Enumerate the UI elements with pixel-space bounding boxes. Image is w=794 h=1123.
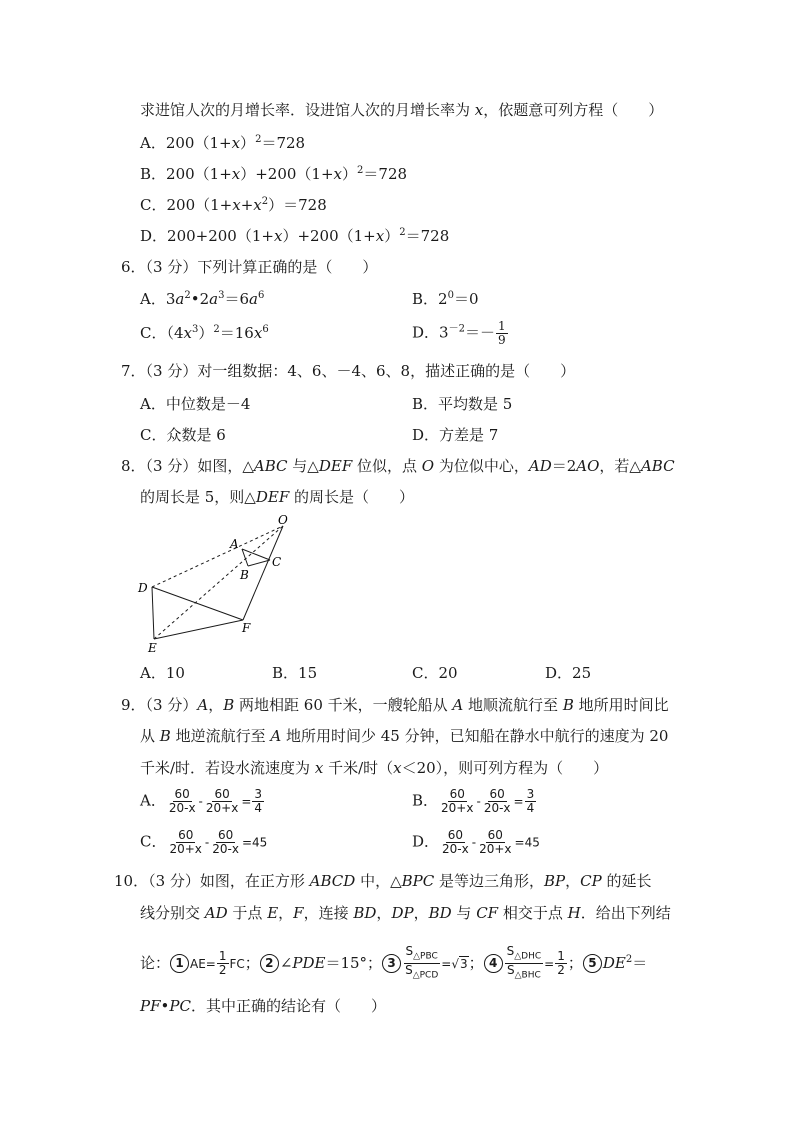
q9-option-d: D． $\frac{60}{20-x}$ - $\frac{60}{20+x}$ =45 [412,828,540,856]
q10-stem-line1: 10．（3 分）如图，在正方形 ABCD 中，△BPC 是等边三角形，BP，CP 的延长 [114,872,652,890]
label-d: D [138,581,148,595]
q8-option-d: D．25 [545,664,592,682]
q5-option-a: A．$200(1+x)^2=728$ [140,134,306,152]
q10-stem-line2: 线分别交 AD 于点 E，F，连接 BD，DP，BD 与 CF 相交于点 H．给出下列结 [140,904,671,922]
q8-stem-line2: 的周长是 5，则△DEF 的周长是（ ） [140,488,415,506]
label-e: E [148,641,157,655]
q9-option-c: C． $\frac{60}{20+x}$ - $\frac{60}{20-x}$ =45 [140,828,268,856]
q8-option-a: A．10 [140,664,185,682]
q9-stem-line2: 从 B 地逆流航行至 A 地所用时间少 45 分钟，已知船在静水中航行的速度为 20 [140,727,669,745]
q8-option-b: B．15 [272,664,318,682]
q8-figure [130,512,300,657]
label-a: A [230,537,239,551]
q9-stem-line3: 千米/时．若设水流速度为 x 千米/时（x＜20），则可列方程为（ ） [140,759,609,777]
q6-option-a: A．$3a^2•2a^3=6a^6$ [140,290,265,308]
q6-option-b: B．$2^0=0$ [412,290,479,308]
label-o: O [278,513,288,527]
q8-option-c: C．20 [412,664,458,682]
q10-stem-line4: PF•PC．其中正确的结论有（ ） [140,997,386,1015]
label-f: F [242,621,251,635]
q5-option-b: B．$200(1+x)+200(1+x)^2=728$ [140,165,408,183]
label-b: B [240,568,249,582]
q5-stem: 求进馆人次的月增长率．设进馆人次的月增长率为 x，依题意可列方程（ ） [140,101,664,119]
q9-option-a: A． $\frac{60}{20-x}$ - $\frac{60}{20+x}$ = $\frac{3}{4}$ [140,787,263,815]
q7-option-c: C．众数是 6 [140,426,226,444]
q8-stem-line1: 8．（3 分）如图，△ABC 与△DEF 位似，点 O 为位似中心，AD＝2AO，若△ABC [121,457,675,475]
q5-option-c: C．$200(1+x+x^2)=728$ [140,196,327,214]
q10-stem-line3: 论： 1 AE= $\frac{1}{2}$ FC； 2 ∠PDE＝15°； 3 $\frac{S_{\triangle PBC}}{S_{\triangle PCD}}$ =√3； 4 $\frac{S_{\triangle DHC}}{S_{\triangle BHC}}$ = $\frac{1}{2}$ ； 5 $DE^2=$ [140,944,648,981]
q7-option-b: B．平均数是 5 [412,395,513,413]
q6-stem: 6．（3 分）下列计算正确的是（ ） [121,258,378,276]
q7-stem: 7．（3 分）对一组数据：4、6、－4、6、8，描述正确的是（ ） [121,362,576,380]
q9-stem-line1: 9．（3 分）A，B 两地相距 60 千米，一艘轮船从 A 地顺流航行至 B 地所用时间比 [121,696,669,714]
q5-option-d: D．$200+200(1+x)+200(1+x)^2=728$ [140,227,450,245]
q7-option-a: A．中位数是－4 [140,395,251,413]
q9-option-b: B． $\frac{60}{20+x}$ - $\frac{60}{20-x}$ = $\frac{3}{4}$ [412,787,535,815]
label-c: C [272,555,282,569]
q6-option-d: D．$3^{-2}=-$ $\frac{1}{9}$ [412,319,506,347]
q7-option-d: D．方差是 7 [412,426,499,444]
q6-option-c: C．$(4x^3)^2=16x^6$ [140,324,269,342]
